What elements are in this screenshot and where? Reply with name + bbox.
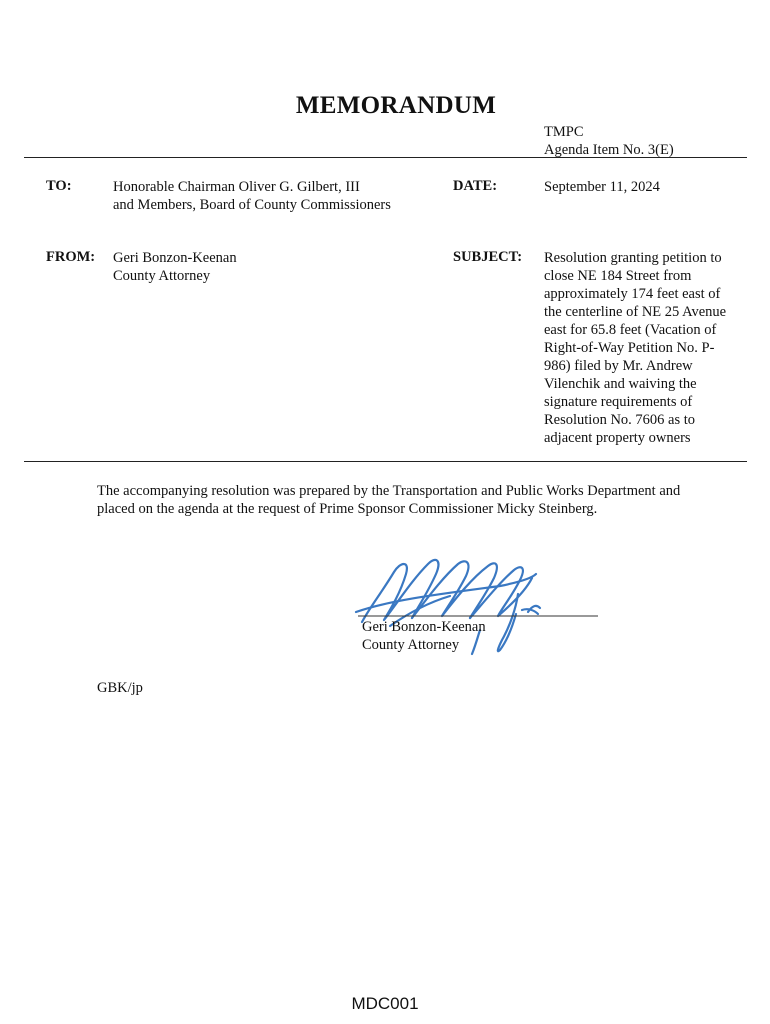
signatory-name: Geri Bonzon-Keenan (362, 619, 486, 635)
to-line-2: and Members, Board of County Commissioners (113, 197, 391, 213)
subject-line: east for 65.8 feet (Vacation of (544, 322, 717, 338)
to-label: TO: (46, 178, 72, 194)
body-line-1: The accompanying resolution was prepared by the Transportation and Public Works Department and (97, 483, 681, 499)
date-label: DATE: (453, 178, 498, 194)
agenda-reference (544, 123, 674, 159)
subject-line: Vilenchik and waiving the (544, 376, 697, 392)
agency-code: TMPC (544, 124, 584, 140)
subject-line: adjacent property owners (544, 430, 691, 446)
signature-block (362, 618, 486, 654)
agenda-item-number: Agenda Item No. 3(E) (544, 142, 674, 158)
memo-body (97, 482, 737, 518)
bottom-divider (24, 461, 747, 462)
to-line-1: Honorable Chairman Oliver G. Gilbert, III (113, 179, 360, 195)
date-value: September 11, 2024 (544, 179, 660, 195)
subject-line: Resolution granting petition to (544, 250, 722, 266)
signatory-title: County Attorney (362, 637, 460, 653)
from-line-2: County Attorney (113, 268, 211, 284)
subject-line: 986) filed by Mr. Andrew (544, 358, 693, 374)
subject-line: Right-of-Way Petition No. P- (544, 340, 715, 356)
subject-label: SUBJECT: (453, 249, 523, 265)
subject-line: the centerline of NE 25 Avenue (544, 304, 727, 320)
to-recipient (113, 178, 391, 214)
from-label: FROM: (46, 249, 96, 265)
from-line-1: Geri Bonzon-Keenan (113, 250, 237, 266)
subject-line: signature requirements of (544, 394, 693, 410)
top-divider (24, 157, 747, 158)
subject-text (544, 249, 744, 447)
memo-title: MEMORANDUM (295, 92, 497, 119)
body-line-2: placed on the agenda at the request of Prime Sponsor Commissioner Micky Steinberg. (97, 501, 598, 517)
from-sender (113, 249, 237, 285)
subject-line: close NE 184 Street from (544, 268, 692, 284)
subject-line: approximately 174 feet east of (544, 286, 721, 302)
document-code: MDC001 (351, 994, 419, 1013)
subject-line: Resolution No. 7606 as to (544, 412, 696, 428)
typist-initials: GBK/jp (97, 680, 143, 696)
